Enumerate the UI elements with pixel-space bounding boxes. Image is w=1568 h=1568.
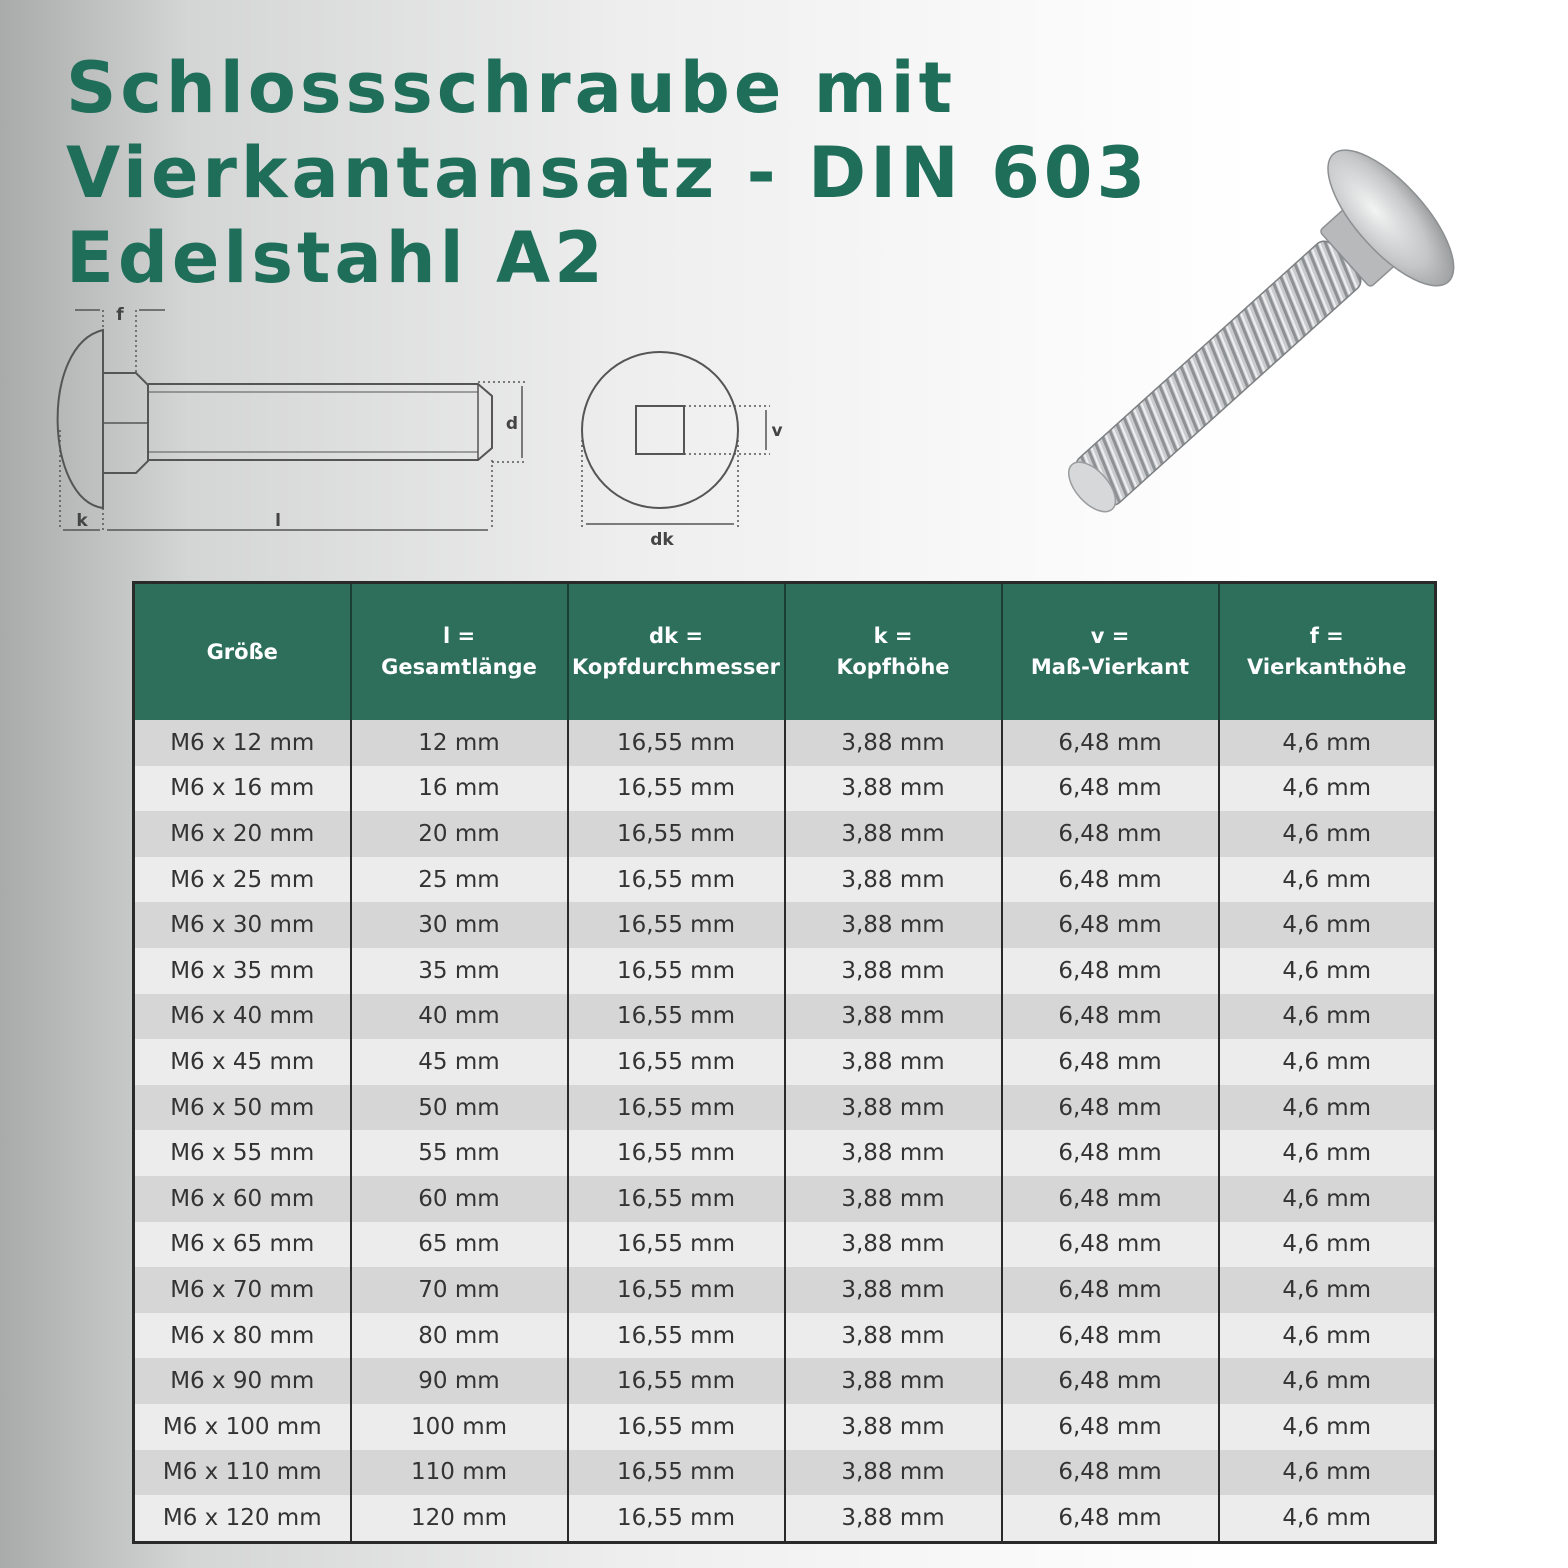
table-cell: 6,48 mm <box>1002 1039 1219 1085</box>
title-line-2: Vierkantansatz - DIN 603 <box>66 132 1150 214</box>
table-cell: M6 x 25 mm <box>134 857 351 903</box>
table-cell: 6,48 mm <box>1002 948 1219 994</box>
table-row <box>134 720 1436 766</box>
table-cell: 16,55 mm <box>568 994 785 1040</box>
table-cell: 16,55 mm <box>568 766 785 812</box>
table-cell: 3,88 mm <box>785 811 1002 857</box>
table-cell: 55 mm <box>351 1130 568 1176</box>
table-row <box>134 1222 1436 1268</box>
table-cell: 4,6 mm <box>1219 1130 1436 1176</box>
header-kopfhoehe: k = Kopfhöhe <box>785 583 1002 721</box>
table-row <box>134 811 1436 857</box>
table-cell: 30 mm <box>351 902 568 948</box>
table-cell: 4,6 mm <box>1219 720 1436 766</box>
table-cell: 3,88 mm <box>785 1495 1002 1542</box>
dim-label-d: d <box>505 414 519 434</box>
table-row <box>134 1404 1436 1450</box>
table-cell: 3,88 mm <box>785 948 1002 994</box>
table-cell: 16,55 mm <box>568 1404 785 1450</box>
table-cell: 3,88 mm <box>785 902 1002 948</box>
table-cell: 16,55 mm <box>568 811 785 857</box>
table-cell: M6 x 20 mm <box>134 811 351 857</box>
table-cell: 16,55 mm <box>568 1358 785 1404</box>
table-row <box>134 902 1436 948</box>
table-cell: 6,48 mm <box>1002 1404 1219 1450</box>
dim-label-f: f <box>116 305 124 325</box>
table-cell: 4,6 mm <box>1219 1495 1436 1542</box>
table-cell: 16,55 mm <box>568 1222 785 1268</box>
table-cell: 16,55 mm <box>568 1450 785 1496</box>
table-cell: 16,55 mm <box>568 1267 785 1313</box>
table-row <box>134 1313 1436 1359</box>
table-cell: M6 x 60 mm <box>134 1176 351 1222</box>
table-cell: 6,48 mm <box>1002 902 1219 948</box>
table-cell: 3,88 mm <box>785 720 1002 766</box>
dimension-table <box>132 581 1437 1544</box>
table-cell: M6 x 110 mm <box>134 1450 351 1496</box>
table-cell: 3,88 mm <box>785 1313 1002 1359</box>
table-cell: 100 mm <box>351 1404 568 1450</box>
table-cell: M6 x 70 mm <box>134 1267 351 1313</box>
table-cell: 6,48 mm <box>1002 1313 1219 1359</box>
table-cell: 4,6 mm <box>1219 766 1436 812</box>
table-cell: 4,6 mm <box>1219 902 1436 948</box>
table-cell: 4,6 mm <box>1219 1222 1436 1268</box>
table-cell: 3,88 mm <box>785 1404 1002 1450</box>
table-cell: 3,88 mm <box>785 857 1002 903</box>
table-cell: 6,48 mm <box>1002 1130 1219 1176</box>
table-cell: 16,55 mm <box>568 720 785 766</box>
dim-label-k: k <box>76 511 88 531</box>
table-cell: 6,48 mm <box>1002 1495 1219 1542</box>
table-cell: 6,48 mm <box>1002 766 1219 812</box>
table-cell: M6 x 80 mm <box>134 1313 351 1359</box>
table-cell: 3,88 mm <box>785 1222 1002 1268</box>
table-cell: M6 x 55 mm <box>134 1130 351 1176</box>
table-cell: 3,88 mm <box>785 766 1002 812</box>
header-mass-vierkant: v = Maß-Vierkant <box>1002 583 1219 721</box>
table-cell: M6 x 30 mm <box>134 902 351 948</box>
table-cell: 45 mm <box>351 1039 568 1085</box>
table-cell: 3,88 mm <box>785 1267 1002 1313</box>
table-cell: 90 mm <box>351 1358 568 1404</box>
table-row <box>134 1358 1436 1404</box>
table-cell: 40 mm <box>351 994 568 1040</box>
table-cell: 4,6 mm <box>1219 1450 1436 1496</box>
table-cell: M6 x 12 mm <box>134 720 351 766</box>
table-cell: 6,48 mm <box>1002 720 1219 766</box>
table-cell: 6,48 mm <box>1002 1176 1219 1222</box>
title-line-3: Edelstahl A2 <box>66 217 607 299</box>
table-cell: 65 mm <box>351 1222 568 1268</box>
table-cell: 110 mm <box>351 1450 568 1496</box>
table-cell: M6 x 120 mm <box>134 1495 351 1542</box>
header-gesamtlaenge: l = Gesamtlänge <box>351 583 568 721</box>
table-row <box>134 1039 1436 1085</box>
table-cell: 3,88 mm <box>785 1450 1002 1496</box>
table-cell: 16,55 mm <box>568 948 785 994</box>
table-cell: 16,55 mm <box>568 1130 785 1176</box>
table-cell: 3,88 mm <box>785 994 1002 1040</box>
table-cell: 16,55 mm <box>568 1176 785 1222</box>
table-cell: 20 mm <box>351 811 568 857</box>
table-cell: 4,6 mm <box>1219 1176 1436 1222</box>
header-vierkanthoehe: f = Vierkanthöhe <box>1219 583 1436 721</box>
table-cell: 3,88 mm <box>785 1039 1002 1085</box>
table-cell: 4,6 mm <box>1219 948 1436 994</box>
table-cell: 16,55 mm <box>568 1495 785 1542</box>
table-cell: 6,48 mm <box>1002 1267 1219 1313</box>
table-cell: 4,6 mm <box>1219 1085 1436 1131</box>
table-cell: 4,6 mm <box>1219 1039 1436 1085</box>
table-cell: M6 x 100 mm <box>134 1404 351 1450</box>
table-cell: 50 mm <box>351 1085 568 1131</box>
table-cell: 16,55 mm <box>568 1039 785 1085</box>
table-row <box>134 1450 1436 1496</box>
table-cell: 12 mm <box>351 720 568 766</box>
table-cell: 6,48 mm <box>1002 994 1219 1040</box>
dim-label-dk: dk <box>650 530 674 550</box>
table-cell: 3,88 mm <box>785 1130 1002 1176</box>
table-cell: M6 x 50 mm <box>134 1085 351 1131</box>
table-cell: 4,6 mm <box>1219 1267 1436 1313</box>
table-cell: 16,55 mm <box>568 902 785 948</box>
table-row <box>134 948 1436 994</box>
table-cell: M6 x 90 mm <box>134 1358 351 1404</box>
table-cell: 6,48 mm <box>1002 1450 1219 1496</box>
header-groesse: Größe <box>134 583 351 721</box>
table-cell: M6 x 16 mm <box>134 766 351 812</box>
table-cell: 35 mm <box>351 948 568 994</box>
table-row <box>134 1130 1436 1176</box>
table-cell: 16,55 mm <box>568 1313 785 1359</box>
header-kopfdurchmesser: dk = Kopfdurchmesser <box>568 583 785 721</box>
table-header-row <box>134 583 1436 721</box>
table-cell: 120 mm <box>351 1495 568 1542</box>
table-cell: M6 x 35 mm <box>134 948 351 994</box>
table-cell: 4,6 mm <box>1219 1358 1436 1404</box>
table-cell: 6,48 mm <box>1002 811 1219 857</box>
table-cell: 4,6 mm <box>1219 994 1436 1040</box>
table-cell: 16,55 mm <box>568 1085 785 1131</box>
table-cell: 6,48 mm <box>1002 1085 1219 1131</box>
table-cell: 25 mm <box>351 857 568 903</box>
table-cell: 3,88 mm <box>785 1176 1002 1222</box>
table-row <box>134 1267 1436 1313</box>
table-cell: 4,6 mm <box>1219 1313 1436 1359</box>
table-cell: 16 mm <box>351 766 568 812</box>
table-cell: 4,6 mm <box>1219 811 1436 857</box>
table-cell: 3,88 mm <box>785 1085 1002 1131</box>
table-cell: M6 x 45 mm <box>134 1039 351 1085</box>
table-row <box>134 994 1436 1040</box>
table-cell: M6 x 65 mm <box>134 1222 351 1268</box>
title-line-1: Schlossschraube mit <box>66 47 957 129</box>
table-cell: 6,48 mm <box>1002 1222 1219 1268</box>
table-row <box>134 1176 1436 1222</box>
dim-label-l: l <box>275 511 281 531</box>
table-cell: 60 mm <box>351 1176 568 1222</box>
table-cell: 4,6 mm <box>1219 1404 1436 1450</box>
table-cell: 6,48 mm <box>1002 857 1219 903</box>
table-cell: 6,48 mm <box>1002 1358 1219 1404</box>
table-cell: 3,88 mm <box>785 1358 1002 1404</box>
table-row <box>134 857 1436 903</box>
table-cell: 16,55 mm <box>568 857 785 903</box>
table-row <box>134 766 1436 812</box>
dim-label-v: v <box>771 421 783 441</box>
table-cell: 80 mm <box>351 1313 568 1359</box>
table-cell: M6 x 40 mm <box>134 994 351 1040</box>
table-row <box>134 1085 1436 1131</box>
table-row <box>134 1495 1436 1542</box>
table-cell: 4,6 mm <box>1219 857 1436 903</box>
table-cell: 70 mm <box>351 1267 568 1313</box>
bolt-product-image <box>0 0 1568 560</box>
